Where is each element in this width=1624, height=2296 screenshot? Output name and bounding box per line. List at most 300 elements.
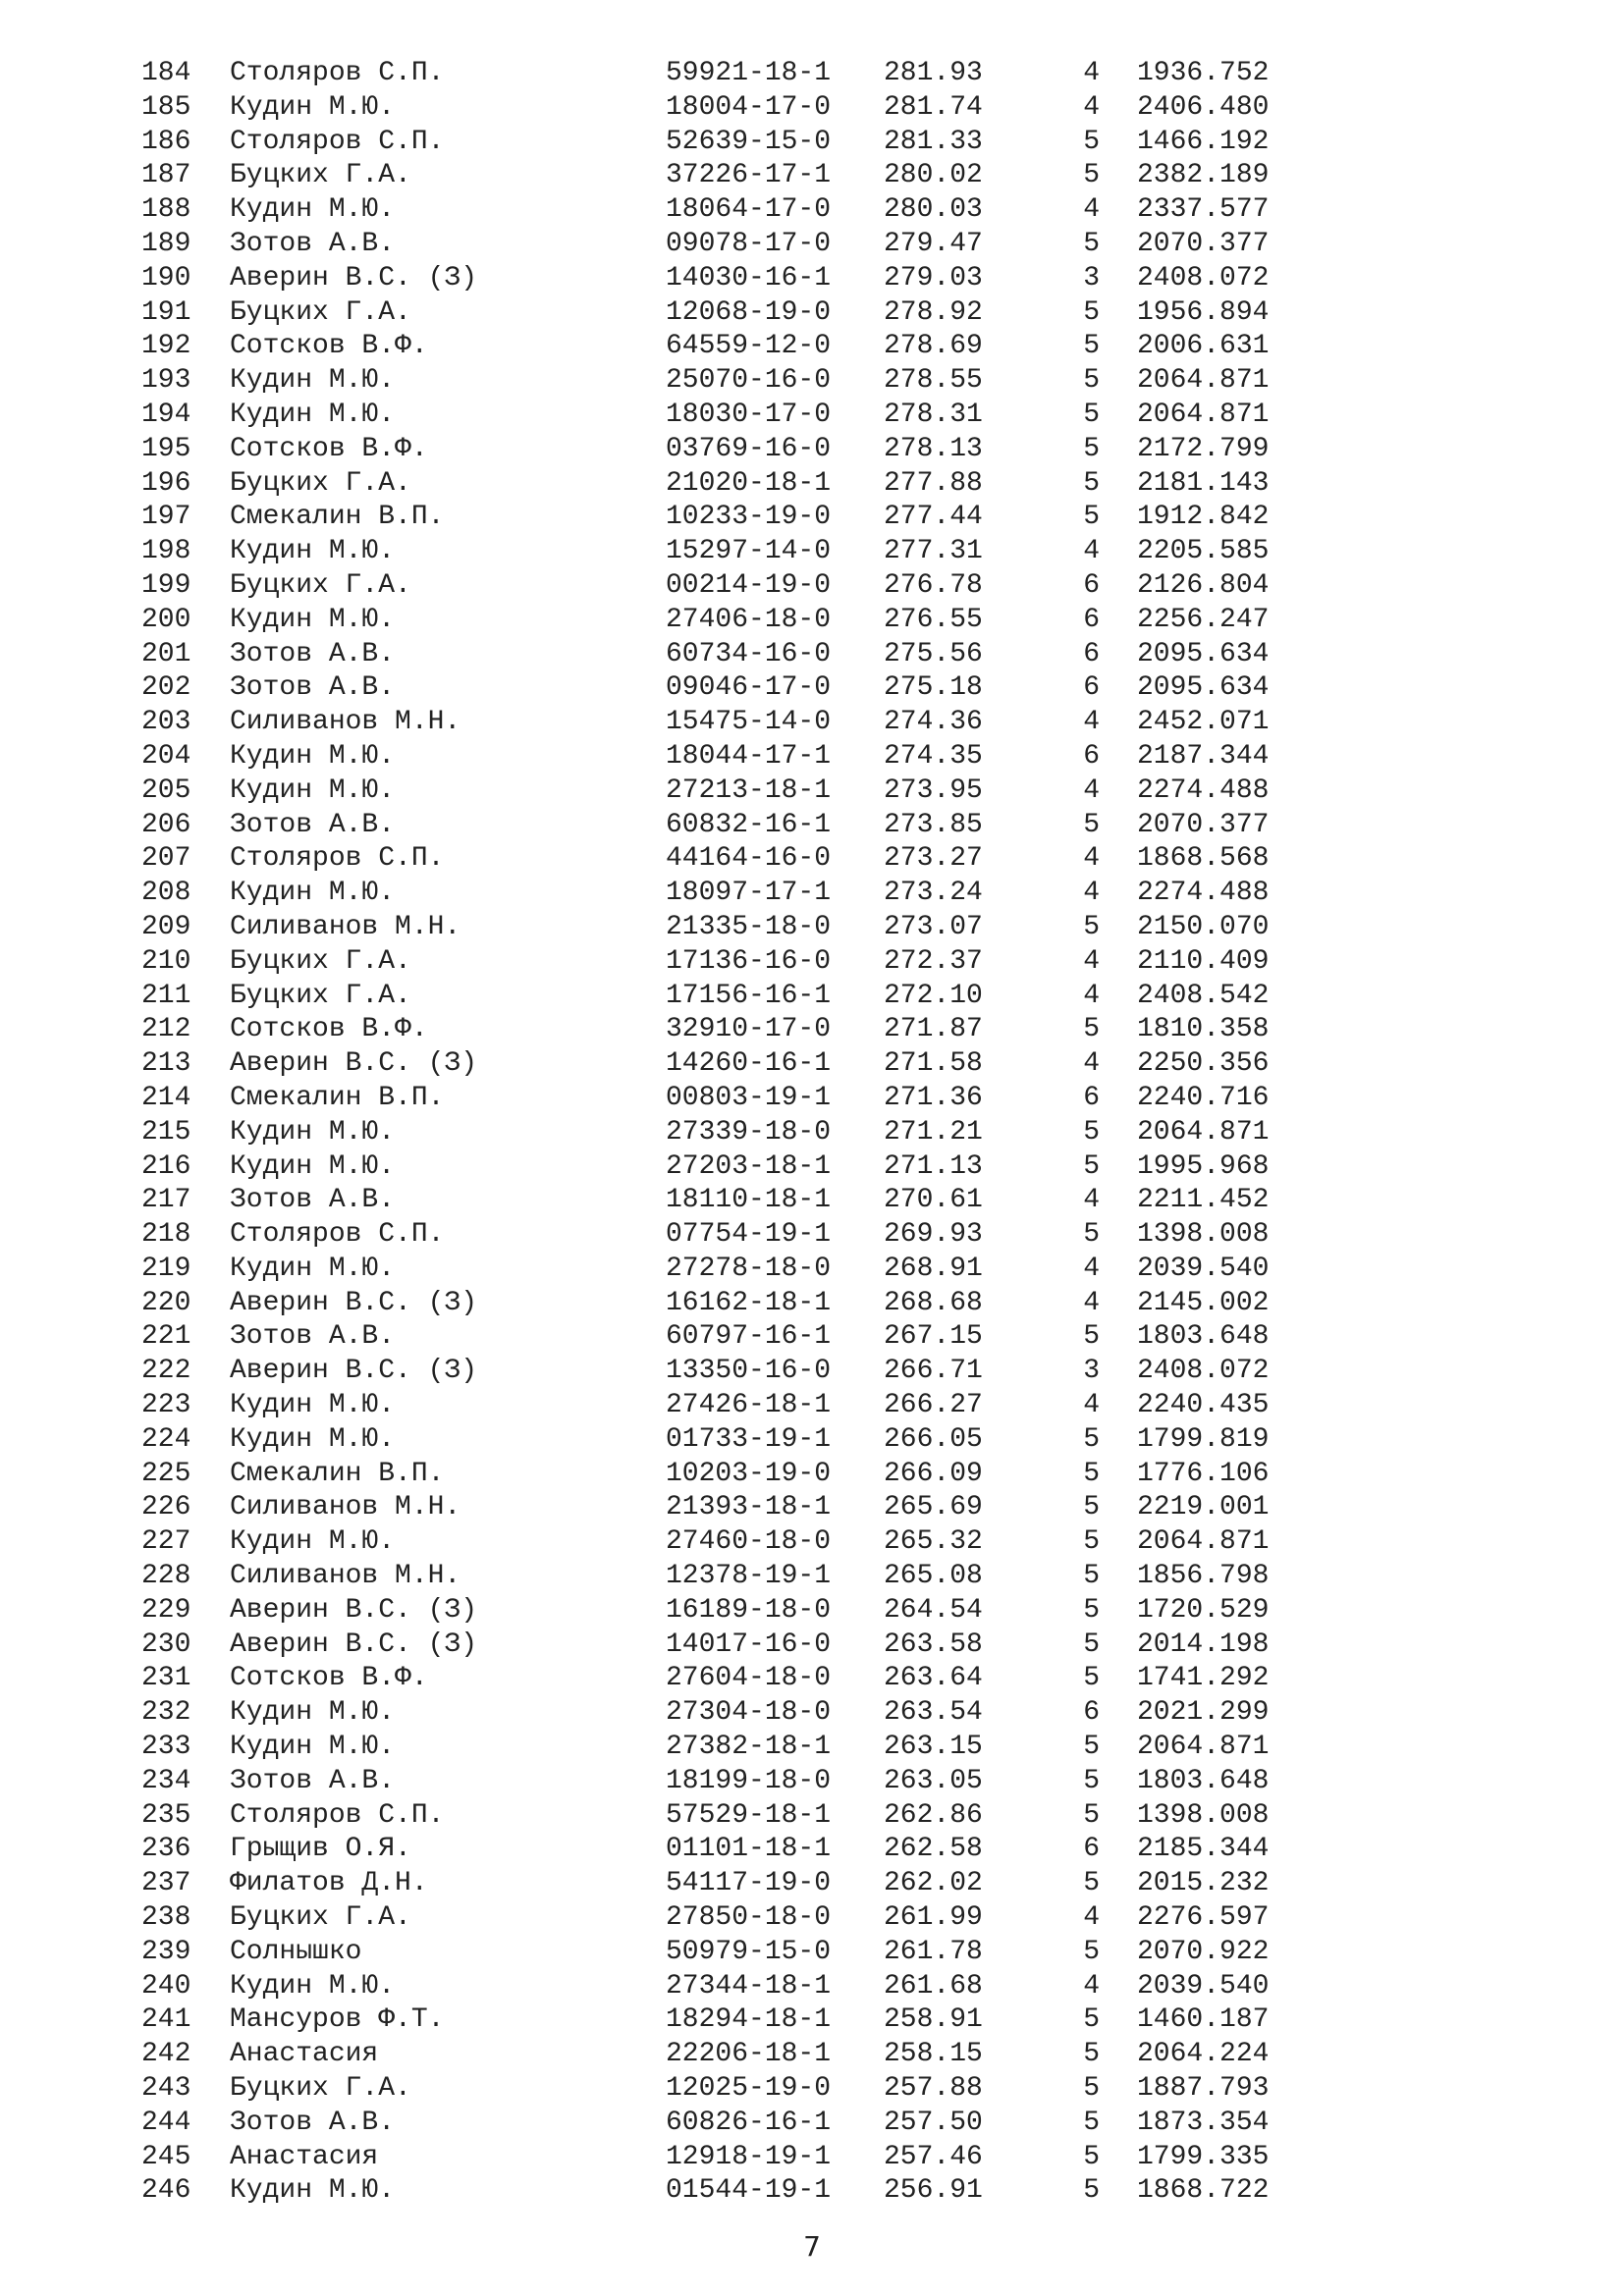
count-value: 5 bbox=[1083, 911, 1100, 942]
owner-name: Кудин М.Ю. bbox=[230, 1423, 396, 1455]
row-number: 233 bbox=[141, 1732, 191, 1763]
row-number: 232 bbox=[141, 1697, 191, 1729]
registration-code: 16189-18-0 bbox=[666, 1594, 832, 1626]
row-number: 186 bbox=[141, 126, 191, 157]
row-number: 189 bbox=[141, 228, 191, 259]
count-value: 4 bbox=[1083, 536, 1100, 567]
registration-code: 17136-16-0 bbox=[666, 945, 832, 977]
table-row bbox=[137, 262, 1316, 296]
score-value: 264.54 bbox=[884, 1594, 983, 1626]
count-value: 6 bbox=[1083, 1697, 1100, 1729]
owner-name: Буцких Г.А. bbox=[230, 160, 411, 191]
total-value: 1887.793 bbox=[1137, 2073, 1270, 2105]
registration-code: 54117-19-0 bbox=[666, 1868, 832, 1899]
total-value: 2150.070 bbox=[1137, 911, 1270, 942]
score-value: 280.02 bbox=[884, 160, 983, 191]
table-row bbox=[137, 911, 1316, 945]
row-number: 211 bbox=[141, 980, 191, 1011]
owner-name: Филатов Д.Н. bbox=[230, 1868, 428, 1899]
row-number: 187 bbox=[141, 160, 191, 191]
table-row bbox=[137, 2072, 1316, 2107]
total-value: 1741.292 bbox=[1137, 1663, 1270, 1694]
table-row bbox=[137, 57, 1316, 91]
table-row bbox=[137, 945, 1316, 980]
count-value: 5 bbox=[1083, 1663, 1100, 1694]
score-value: 271.21 bbox=[884, 1116, 983, 1148]
count-value: 5 bbox=[1083, 1526, 1100, 1558]
owner-name: Буцких Г.А. bbox=[230, 1902, 411, 1934]
table-row bbox=[137, 2003, 1316, 2038]
total-value: 1873.354 bbox=[1137, 2107, 1270, 2138]
registration-code: 27203-18-1 bbox=[666, 1150, 832, 1182]
count-value: 5 bbox=[1083, 1732, 1100, 1763]
registration-code: 01101-18-1 bbox=[666, 1834, 832, 1865]
score-value: 257.50 bbox=[884, 2107, 983, 2138]
score-value: 270.61 bbox=[884, 1185, 983, 1216]
total-value: 2250.356 bbox=[1137, 1048, 1270, 1080]
registration-code: 18097-17-1 bbox=[666, 878, 832, 909]
owner-name: Аверин В.С. (З) bbox=[230, 262, 478, 294]
score-value: 278.55 bbox=[884, 365, 983, 397]
total-value: 1995.968 bbox=[1137, 1150, 1270, 1182]
count-value: 3 bbox=[1083, 262, 1100, 294]
score-value: 261.99 bbox=[884, 1902, 983, 1934]
row-number: 220 bbox=[141, 1287, 191, 1318]
total-value: 2240.716 bbox=[1137, 1082, 1270, 1113]
count-value: 5 bbox=[1083, 1219, 1100, 1251]
table-row bbox=[137, 1047, 1316, 1082]
score-value: 263.15 bbox=[884, 1732, 983, 1763]
row-number: 238 bbox=[141, 1902, 191, 1934]
registration-code: 27339-18-0 bbox=[666, 1116, 832, 1148]
table-row bbox=[137, 1525, 1316, 1560]
row-number: 229 bbox=[141, 1594, 191, 1626]
score-value: 262.58 bbox=[884, 1834, 983, 1865]
score-value: 263.05 bbox=[884, 1765, 983, 1796]
count-value: 5 bbox=[1083, 1936, 1100, 1967]
owner-name: Аверин В.С. (З) bbox=[230, 1287, 478, 1318]
total-value: 2064.871 bbox=[1137, 1116, 1270, 1148]
row-number: 193 bbox=[141, 365, 191, 397]
total-value: 2039.540 bbox=[1137, 1970, 1270, 2002]
table-row bbox=[137, 1320, 1316, 1355]
owner-name: Зотов А.В. bbox=[230, 2107, 396, 2138]
total-value: 1856.798 bbox=[1137, 1561, 1270, 1592]
score-value: 271.87 bbox=[884, 1014, 983, 1045]
total-value: 1776.106 bbox=[1137, 1458, 1270, 1489]
table-row bbox=[137, 1458, 1316, 1492]
row-number: 244 bbox=[141, 2107, 191, 2138]
score-value: 274.36 bbox=[884, 707, 983, 738]
score-value: 262.02 bbox=[884, 1868, 983, 1899]
score-value: 266.09 bbox=[884, 1458, 983, 1489]
owner-name: Кудин М.Ю. bbox=[230, 604, 396, 635]
registration-code: 27304-18-0 bbox=[666, 1697, 832, 1729]
table-row bbox=[137, 569, 1316, 604]
row-number: 188 bbox=[141, 194, 191, 226]
owner-name: Столяров С.П. bbox=[230, 843, 445, 875]
total-value: 1912.842 bbox=[1137, 502, 1270, 533]
total-value: 1956.894 bbox=[1137, 296, 1270, 328]
owner-name: Смекалин В.П. bbox=[230, 1458, 445, 1489]
table-row bbox=[137, 501, 1316, 535]
registration-code: 15297-14-0 bbox=[666, 536, 832, 567]
total-value: 2070.377 bbox=[1137, 228, 1270, 259]
score-value: 265.08 bbox=[884, 1561, 983, 1592]
owner-name: Кудин М.Ю. bbox=[230, 91, 396, 123]
total-value: 1868.722 bbox=[1137, 2175, 1270, 2207]
owner-name: Силиванов М.Н. bbox=[230, 1492, 461, 1523]
row-number: 226 bbox=[141, 1492, 191, 1523]
score-value: 263.54 bbox=[884, 1697, 983, 1729]
row-number: 207 bbox=[141, 843, 191, 875]
owner-name: Буцких Г.А. bbox=[230, 569, 411, 601]
owner-name: Кудин М.Ю. bbox=[230, 1970, 396, 2002]
registration-code: 10233-19-0 bbox=[666, 502, 832, 533]
score-value: 276.55 bbox=[884, 604, 983, 635]
registration-code: 60826-16-1 bbox=[666, 2107, 832, 2138]
total-value: 2126.804 bbox=[1137, 569, 1270, 601]
owner-name: Кудин М.Ю. bbox=[230, 1390, 396, 1421]
count-value: 5 bbox=[1083, 1492, 1100, 1523]
row-number: 219 bbox=[141, 1253, 191, 1284]
count-value: 4 bbox=[1083, 1048, 1100, 1080]
registration-code: 27406-18-0 bbox=[666, 604, 832, 635]
table-row bbox=[137, 671, 1316, 706]
owner-name: Зотов А.В. bbox=[230, 638, 396, 669]
total-value: 1398.008 bbox=[1137, 1799, 1270, 1831]
table-row bbox=[137, 1491, 1316, 1525]
row-number: 190 bbox=[141, 262, 191, 294]
count-value: 5 bbox=[1083, 433, 1100, 464]
total-value: 1799.335 bbox=[1137, 2141, 1270, 2172]
count-value: 4 bbox=[1083, 1287, 1100, 1318]
owner-name: Кудин М.Ю. bbox=[230, 1732, 396, 1763]
registration-code: 60797-16-1 bbox=[666, 1321, 832, 1353]
count-value: 5 bbox=[1083, 1150, 1100, 1182]
score-value: 273.07 bbox=[884, 911, 983, 942]
score-value: 258.91 bbox=[884, 2004, 983, 2036]
row-number: 199 bbox=[141, 569, 191, 601]
owner-name: Смекалин В.П. bbox=[230, 502, 445, 533]
owner-name: Силиванов М.Н. bbox=[230, 707, 461, 738]
table-row bbox=[137, 399, 1316, 433]
owner-name: Кудин М.Ю. bbox=[230, 1697, 396, 1729]
score-value: 277.44 bbox=[884, 502, 983, 533]
owner-name: Зотов А.В. bbox=[230, 228, 396, 259]
total-value: 2015.232 bbox=[1137, 1868, 1270, 1899]
row-number: 202 bbox=[141, 672, 191, 704]
table-row bbox=[137, 2107, 1316, 2141]
row-number: 208 bbox=[141, 878, 191, 909]
table-row bbox=[137, 91, 1316, 126]
table-row bbox=[137, 433, 1316, 467]
total-value: 2240.435 bbox=[1137, 1390, 1270, 1421]
score-value: 273.85 bbox=[884, 809, 983, 840]
row-number: 215 bbox=[141, 1116, 191, 1148]
row-number: 231 bbox=[141, 1663, 191, 1694]
total-value: 2274.488 bbox=[1137, 774, 1270, 806]
count-value: 3 bbox=[1083, 1356, 1100, 1387]
table-row bbox=[137, 1082, 1316, 1116]
registration-code: 27213-18-1 bbox=[666, 774, 832, 806]
score-value: 265.32 bbox=[884, 1526, 983, 1558]
count-value: 4 bbox=[1083, 707, 1100, 738]
registration-code: 22206-18-1 bbox=[666, 2039, 832, 2070]
count-value: 5 bbox=[1083, 1594, 1100, 1626]
owner-name: Столяров С.П. bbox=[230, 58, 445, 88]
row-number: 203 bbox=[141, 707, 191, 738]
table-row bbox=[137, 364, 1316, 399]
row-number: 204 bbox=[141, 740, 191, 772]
registration-code: 25070-16-0 bbox=[666, 365, 832, 397]
registration-code: 18044-17-1 bbox=[666, 740, 832, 772]
total-value: 2276.597 bbox=[1137, 1902, 1270, 1934]
owner-name: Сотсков В.Ф. bbox=[230, 433, 428, 464]
owner-name: Анастасия bbox=[230, 2141, 379, 2172]
count-value: 5 bbox=[1083, 2107, 1100, 2138]
registration-code: 17156-16-1 bbox=[666, 980, 832, 1011]
score-value: 266.05 bbox=[884, 1423, 983, 1455]
owner-name: Зотов А.В. bbox=[230, 1321, 396, 1353]
row-number: 221 bbox=[141, 1321, 191, 1353]
registration-code: 27460-18-0 bbox=[666, 1526, 832, 1558]
owner-name: Сотсков В.Ф. bbox=[230, 1663, 428, 1694]
registration-code: 12918-19-1 bbox=[666, 2141, 832, 2172]
count-value: 5 bbox=[1083, 1116, 1100, 1148]
registration-code: 27278-18-0 bbox=[666, 1253, 832, 1284]
score-value: 257.88 bbox=[884, 2073, 983, 2105]
count-value: 5 bbox=[1083, 1423, 1100, 1455]
row-number: 223 bbox=[141, 1390, 191, 1421]
table-row bbox=[137, 1218, 1316, 1253]
score-value: 280.03 bbox=[884, 194, 983, 226]
registration-code: 10203-19-0 bbox=[666, 1458, 832, 1489]
score-value: 257.46 bbox=[884, 2141, 983, 2172]
row-number: 196 bbox=[141, 467, 191, 499]
count-value: 5 bbox=[1083, 1014, 1100, 1045]
count-value: 5 bbox=[1083, 1561, 1100, 1592]
registration-code: 18199-18-0 bbox=[666, 1765, 832, 1796]
owner-name: Столяров С.П. bbox=[230, 1799, 445, 1831]
registration-code: 01544-19-1 bbox=[666, 2175, 832, 2207]
score-value: 267.15 bbox=[884, 1321, 983, 1353]
owner-name: Грыщив О.Я. bbox=[230, 1834, 411, 1865]
count-value: 5 bbox=[1083, 399, 1100, 430]
row-number: 209 bbox=[141, 911, 191, 942]
row-number: 243 bbox=[141, 2073, 191, 2105]
row-number: 192 bbox=[141, 331, 191, 362]
total-value: 2064.224 bbox=[1137, 2039, 1270, 2070]
row-number: 228 bbox=[141, 1561, 191, 1592]
count-value: 5 bbox=[1083, 2004, 1100, 2036]
total-value: 2408.072 bbox=[1137, 262, 1270, 294]
table-row bbox=[137, 2141, 1316, 2175]
count-value: 6 bbox=[1083, 604, 1100, 635]
total-value: 2211.452 bbox=[1137, 1185, 1270, 1216]
total-value: 2408.072 bbox=[1137, 1356, 1270, 1387]
registration-code: 27382-18-1 bbox=[666, 1732, 832, 1763]
count-value: 4 bbox=[1083, 774, 1100, 806]
registration-code: 18064-17-0 bbox=[666, 194, 832, 226]
owner-name: Кудин М.Ю. bbox=[230, 1116, 396, 1148]
total-value: 2452.071 bbox=[1137, 707, 1270, 738]
registration-code: 27344-18-1 bbox=[666, 1970, 832, 2002]
registration-code: 18294-18-1 bbox=[666, 2004, 832, 2036]
total-value: 2145.002 bbox=[1137, 1287, 1270, 1318]
count-value: 4 bbox=[1083, 1970, 1100, 2002]
count-value: 5 bbox=[1083, 365, 1100, 397]
count-value: 4 bbox=[1083, 91, 1100, 123]
count-value: 5 bbox=[1083, 502, 1100, 533]
owner-name: Буцких Г.А. bbox=[230, 467, 411, 499]
count-value: 5 bbox=[1083, 126, 1100, 157]
score-value: 273.27 bbox=[884, 843, 983, 875]
table-row bbox=[137, 1867, 1316, 1901]
owner-name: Кудин М.Ю. bbox=[230, 1526, 396, 1558]
page-number: 7 bbox=[803, 2230, 821, 2263]
table-row bbox=[137, 2174, 1316, 2209]
owner-name: Кудин М.Ю. bbox=[230, 2175, 396, 2207]
owner-name: Аверин В.С. (З) bbox=[230, 1356, 478, 1387]
score-value: 268.68 bbox=[884, 1287, 983, 1318]
total-value: 2185.344 bbox=[1137, 1834, 1270, 1865]
table-row bbox=[137, 1116, 1316, 1150]
row-number: 227 bbox=[141, 1526, 191, 1558]
score-value: 279.03 bbox=[884, 262, 983, 294]
count-value: 5 bbox=[1083, 1799, 1100, 1831]
count-value: 4 bbox=[1083, 194, 1100, 226]
score-value: 272.37 bbox=[884, 945, 983, 977]
score-value: 271.58 bbox=[884, 1048, 983, 1080]
registration-code: 16162-18-1 bbox=[666, 1287, 832, 1318]
count-value: 5 bbox=[1083, 1458, 1100, 1489]
row-number: 246 bbox=[141, 2175, 191, 2207]
registration-code: 13350-16-0 bbox=[666, 1356, 832, 1387]
owner-name: Аверин В.С. (З) bbox=[230, 1629, 478, 1660]
results-table bbox=[137, 57, 1316, 2209]
total-value: 1936.752 bbox=[1137, 58, 1270, 88]
table-row bbox=[137, 980, 1316, 1014]
row-number: 224 bbox=[141, 1423, 191, 1455]
registration-code: 32910-17-0 bbox=[666, 1014, 832, 1045]
registration-code: 14260-16-1 bbox=[666, 1048, 832, 1080]
score-value: 263.64 bbox=[884, 1663, 983, 1694]
owner-name: Зотов А.В. bbox=[230, 809, 396, 840]
count-value: 5 bbox=[1083, 1629, 1100, 1660]
registration-code: 44164-16-0 bbox=[666, 843, 832, 875]
total-value: 2070.377 bbox=[1137, 809, 1270, 840]
registration-code: 21335-18-0 bbox=[666, 911, 832, 942]
score-value: 272.10 bbox=[884, 980, 983, 1011]
registration-code: 03769-16-0 bbox=[666, 433, 832, 464]
total-value: 2014.198 bbox=[1137, 1629, 1270, 1660]
registration-code: 21393-18-1 bbox=[666, 1492, 832, 1523]
registration-code: 60734-16-0 bbox=[666, 638, 832, 669]
total-value: 2110.409 bbox=[1137, 945, 1270, 977]
score-value: 275.18 bbox=[884, 672, 983, 704]
score-value: 261.78 bbox=[884, 1936, 983, 1967]
total-value: 2181.143 bbox=[1137, 467, 1270, 499]
table-row bbox=[137, 1253, 1316, 1287]
total-value: 1720.529 bbox=[1137, 1594, 1270, 1626]
owner-name: Сотсков В.Ф. bbox=[230, 331, 428, 362]
count-value: 5 bbox=[1083, 160, 1100, 191]
table-row bbox=[137, 228, 1316, 262]
total-value: 2064.871 bbox=[1137, 365, 1270, 397]
total-value: 2256.247 bbox=[1137, 604, 1270, 635]
count-value: 5 bbox=[1083, 228, 1100, 259]
total-value: 1803.648 bbox=[1137, 1765, 1270, 1796]
table-row bbox=[137, 638, 1316, 672]
row-number: 198 bbox=[141, 536, 191, 567]
table-row bbox=[137, 706, 1316, 740]
table-row bbox=[137, 1423, 1316, 1458]
score-value: 265.69 bbox=[884, 1492, 983, 1523]
count-value: 5 bbox=[1083, 2141, 1100, 2172]
total-value: 2064.871 bbox=[1137, 1526, 1270, 1558]
total-value: 1799.819 bbox=[1137, 1423, 1270, 1455]
table-row bbox=[137, 1970, 1316, 2004]
table-row bbox=[137, 296, 1316, 331]
registration-code: 18030-17-0 bbox=[666, 399, 832, 430]
count-value: 4 bbox=[1083, 1253, 1100, 1284]
score-value: 256.91 bbox=[884, 2175, 983, 2207]
owner-name: Столяров С.П. bbox=[230, 126, 445, 157]
total-value: 2064.871 bbox=[1137, 399, 1270, 430]
count-value: 4 bbox=[1083, 1902, 1100, 1934]
row-number: 214 bbox=[141, 1082, 191, 1113]
table-row bbox=[137, 330, 1316, 364]
count-value: 4 bbox=[1083, 878, 1100, 909]
score-value: 266.71 bbox=[884, 1356, 983, 1387]
row-number: 185 bbox=[141, 91, 191, 123]
owner-name: Кудин М.Ю. bbox=[230, 1253, 396, 1284]
row-number: 213 bbox=[141, 1048, 191, 1080]
table-row bbox=[137, 842, 1316, 877]
count-value: 6 bbox=[1083, 1082, 1100, 1113]
total-value: 2274.488 bbox=[1137, 878, 1270, 909]
score-value: 277.88 bbox=[884, 467, 983, 499]
total-value: 1868.568 bbox=[1137, 843, 1270, 875]
count-value: 4 bbox=[1083, 980, 1100, 1011]
registration-code: 14030-16-1 bbox=[666, 262, 832, 294]
score-value: 266.27 bbox=[884, 1390, 983, 1421]
owner-name: Зотов А.В. bbox=[230, 1185, 396, 1216]
total-value: 2406.480 bbox=[1137, 91, 1270, 123]
total-value: 2039.540 bbox=[1137, 1253, 1270, 1284]
row-number: 200 bbox=[141, 604, 191, 635]
total-value: 2070.922 bbox=[1137, 1936, 1270, 1967]
table-row bbox=[137, 740, 1316, 774]
table-row bbox=[137, 809, 1316, 843]
total-value: 1803.648 bbox=[1137, 1321, 1270, 1353]
score-value: 278.13 bbox=[884, 433, 983, 464]
table-row bbox=[137, 1901, 1316, 1936]
table-row bbox=[137, 467, 1316, 502]
count-value: 5 bbox=[1083, 467, 1100, 499]
table-row bbox=[137, 2038, 1316, 2072]
total-value: 2205.585 bbox=[1137, 536, 1270, 567]
owner-name: Смекалин В.П. bbox=[230, 1082, 445, 1113]
row-number: 239 bbox=[141, 1936, 191, 1967]
count-value: 4 bbox=[1083, 843, 1100, 875]
count-value: 6 bbox=[1083, 638, 1100, 669]
row-number: 218 bbox=[141, 1219, 191, 1251]
score-value: 268.91 bbox=[884, 1253, 983, 1284]
registration-code: 07754-19-1 bbox=[666, 1219, 832, 1251]
table-row bbox=[137, 1389, 1316, 1423]
